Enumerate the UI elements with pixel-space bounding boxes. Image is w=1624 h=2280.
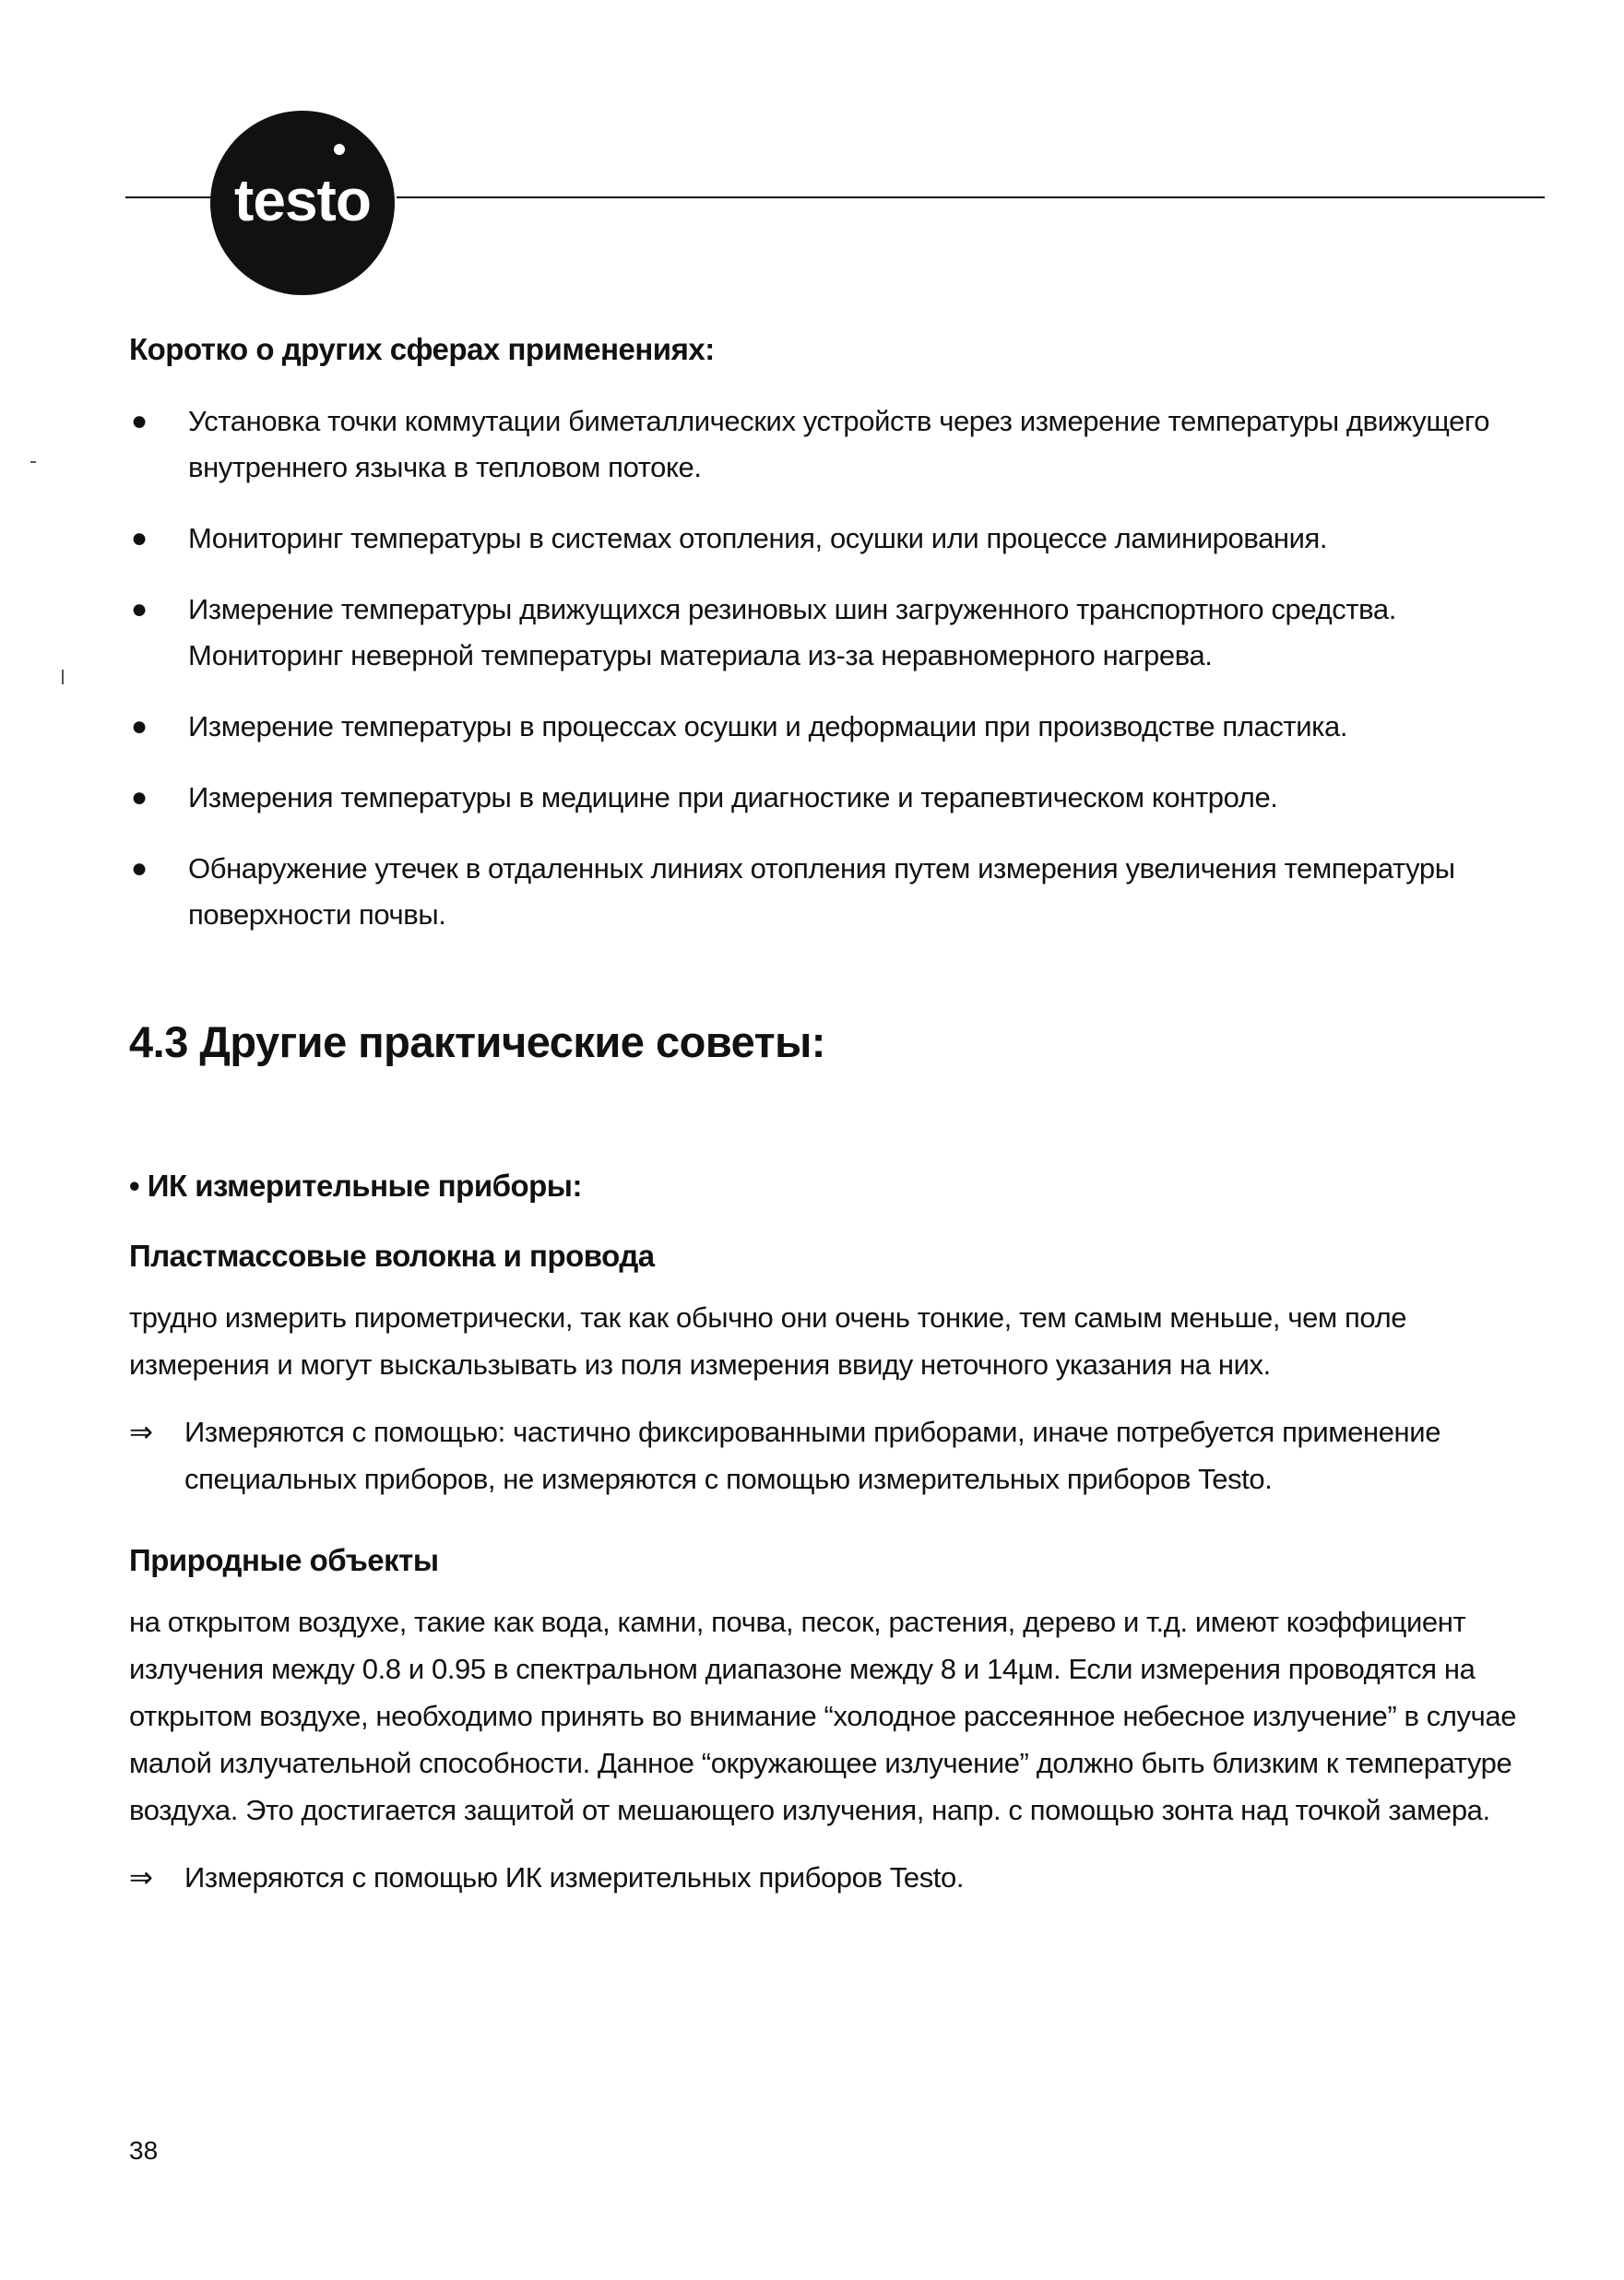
- bullet-icon: ●: [131, 594, 148, 624]
- arrow-right-icon: ⇒: [129, 1416, 153, 1448]
- bullet-icon: ●: [131, 782, 148, 813]
- list-item: ● Измерение температуры движущихся резиновых шин загруженного транспортного средства. Мониторинг неверной температуры материала из-за неравномерного нагрева.: [129, 587, 1531, 679]
- bullet-icon: ●: [131, 711, 148, 742]
- natural-objects-text: на открытом воздухе, такие как вода, камни, почва, песок, растения, дерево и т.д. имеют коэффициент излучения между 0.8 и 0.95 в спектральном диапазоне между 8 и 14µм. Если измерения проводятся на открытом воздухе, необходимо принять во внимание “холодное рассеянное небесное излучение” в случае малой излучательной способности. Данное “окружающее излучение” должно быть близким к температуре воздуха. Это достигается защитой от мешающего излучения, напр. с помощью зонта над точкой замера.: [129, 1606, 1517, 1826]
- ir-devices-heading: • ИК измерительные приборы:: [129, 1169, 582, 1203]
- logo-dot-icon: [334, 144, 345, 155]
- page-content: [129, 332, 1531, 1901]
- natural-objects-heading: Природные объекты: [129, 1543, 439, 1577]
- list-item: ● Измерения температуры в медицине при диагностике и терапевтическом контроле.: [129, 775, 1531, 821]
- logo-text: testo: [234, 167, 371, 233]
- bullet-icon: ●: [131, 523, 148, 553]
- bullet-icon: ●: [131, 406, 148, 436]
- margin-mark: [30, 461, 36, 463]
- plastic-fibers-text: трудно измерить пирометрически, так как обычно они очень тонкие, тем самым меньше, чем поле измерения и могут выскальзывать из поля измерения ввиду неточного указания на них.: [129, 1301, 1407, 1381]
- intro-heading: Коротко о других сферах применениях:: [129, 332, 715, 366]
- bullet-icon: ●: [131, 853, 148, 884]
- natural-objects-note: ⇒ Измеряются с помощью ИК измерительных приборов Testo.: [129, 1854, 1531, 1901]
- testo-logo: [210, 111, 395, 295]
- margin-mark: [62, 670, 64, 684]
- list-item: ● Обнаружение утечек в отдаленных линиях отопления путем измерения увеличения температуры поверхности почвы.: [129, 846, 1531, 938]
- list-item: ● Мониторинг температуры в системах отопления, осушки или процессе ламинирования.: [129, 516, 1531, 562]
- plastic-fibers-heading: Пластмассовые волокна и провода: [129, 1239, 655, 1273]
- page-number: 38: [129, 2136, 159, 2165]
- header-rule-right: [397, 196, 1545, 198]
- list-item: ● Установка точки коммутации биметаллических устройств через измерение температуры движущего внутреннего язычка в тепловом потоке.: [129, 398, 1531, 491]
- plastic-fibers-note: ⇒ Измеряются с помощью: частично фиксированными приборами, иначе потребуется применение специальных приборов, не измеряются с помощью измерительных приборов Testo.: [129, 1408, 1531, 1502]
- list-item: ● Измерение температуры в процессах осушки и деформации при производстве пластика.: [129, 704, 1531, 750]
- section-title: 4.3 Другие практические советы:: [129, 1017, 825, 1066]
- header-rule-left: [125, 196, 218, 198]
- application-list: [129, 398, 1531, 938]
- arrow-right-icon: ⇒: [129, 1861, 153, 1894]
